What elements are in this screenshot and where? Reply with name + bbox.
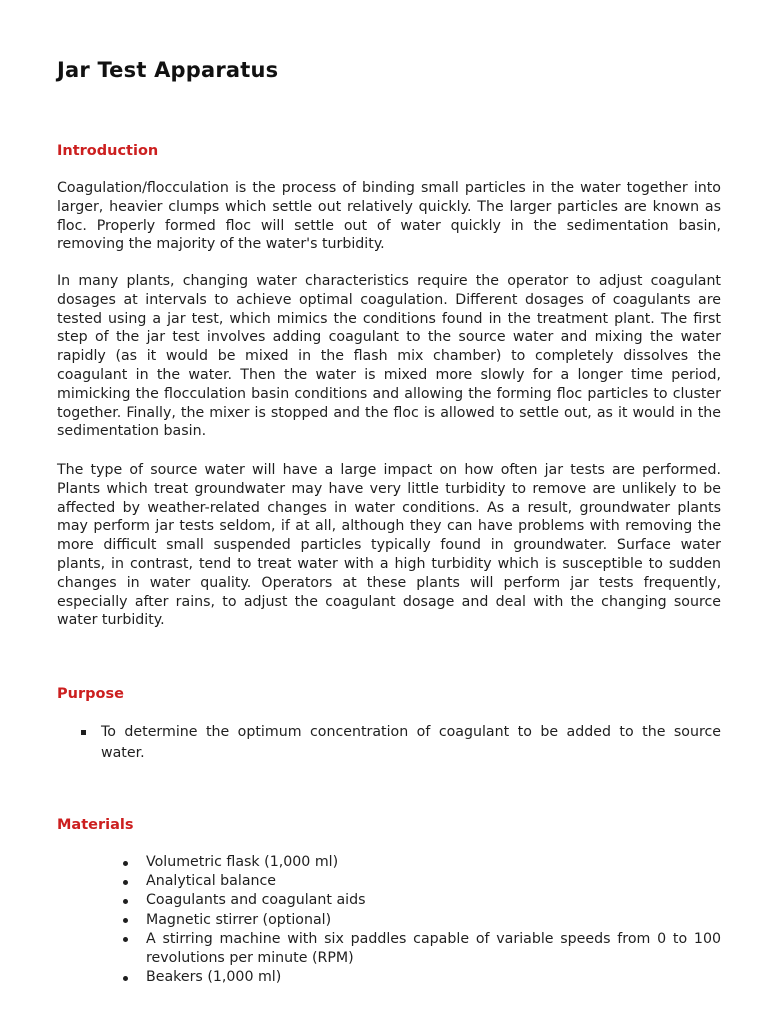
- materials-item-text: Beakers (1,000 ml): [146, 969, 282, 986]
- materials-item-text: A stirring machine with six paddles capable of variable speeds from 0 to 100 revolutions per minute (RPM): [146, 930, 721, 967]
- disc-bullet-icon: [123, 937, 128, 942]
- introduction-paragraph-2: In many plants, changing water characteristics require the operator to adjust coagulant dosages at intervals to achieve optimal coagulation. Different dosages of coagulants are tested using a jar test, which mimics the conditions found in the treatment plant. The first step of the jar test involves adding coagulant to the source water and mixing the water rapidly (as it would be mixed in the flash mix chamber) to completely dissolves the coagulant in the water. Then the water is mixed more slowly for a longer time period, mimicking the flocculation basin conditions and allowing the forming floc particles to cluster together. Finally, the mixer is stopped and the floc is allowed to settle out, as it would in the sedimentation basin.: [57, 273, 721, 440]
- materials-item-text: Magnetic stirrer (optional): [146, 911, 332, 928]
- materials-heading: Materials: [57, 817, 134, 833]
- materials-item: [123, 853, 721, 872]
- materials-item: [123, 872, 721, 891]
- materials-item: [123, 930, 721, 968]
- disc-bullet-icon: [123, 899, 128, 904]
- materials-item: [123, 911, 721, 930]
- materials-item: [123, 968, 721, 987]
- purpose-item: [81, 722, 721, 763]
- materials-item: [123, 891, 721, 910]
- page-title: Jar Test Apparatus: [57, 58, 279, 82]
- purpose-list: [81, 722, 721, 763]
- disc-bullet-icon: [123, 918, 128, 923]
- introduction-paragraph-1: Coagulation/flocculation is the process of binding small particles in the water together into larger, heavier clumps which settle out relatively quickly. The larger particles are known as floc. Properly formed floc will settle out of water quickly in the sedimentation basin, removing the majority of the water's turbidity.: [57, 180, 721, 253]
- purpose-item-text: To determine the optimum concentration of coagulant to be added to the source water.: [101, 724, 721, 761]
- disc-bullet-icon: [123, 976, 128, 981]
- purpose-heading: Purpose: [57, 686, 124, 702]
- introduction-paragraph-3: The type of source water will have a large impact on how often jar tests are performed. Plants which treat groundwater may have very little turbidity to remove are unlikely to be affected by weather-related changes in water conditions. As a result, groundwater plants may perform jar tests seldom, if at all, although they can have problems with removing the more difficult small suspended particles typically found in groundwater. Surface water plants, in contrast, tend to treat water with a high turbidity which is susceptible to sudden changes in water quality. Operators at these plants will perform jar tests frequently, especially after rains, to adjust the coagulant dosage and deal with the changing source water turbidity.: [57, 462, 721, 629]
- materials-list: [123, 853, 721, 987]
- square-bullet-icon: [81, 730, 86, 735]
- materials-item-text: Coagulants and coagulant aids: [146, 892, 366, 909]
- disc-bullet-icon: [123, 861, 128, 866]
- introduction-heading: Introduction: [57, 143, 159, 159]
- disc-bullet-icon: [123, 880, 128, 885]
- materials-item-text: Analytical balance: [146, 873, 277, 890]
- materials-item-text: Volumetric flask (1,000 ml): [146, 854, 339, 870]
